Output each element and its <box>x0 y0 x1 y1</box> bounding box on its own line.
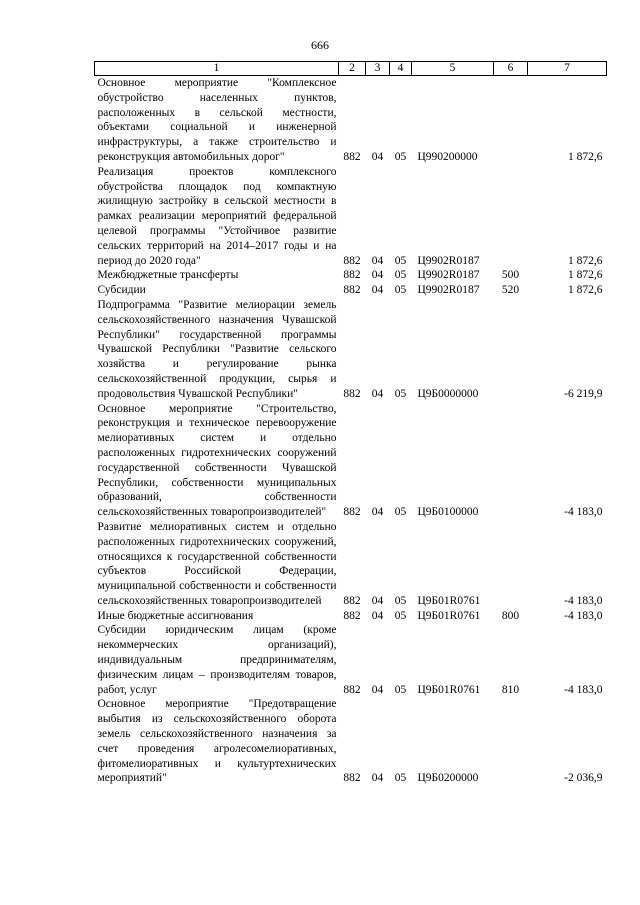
column-header-1: 1 <box>95 62 339 76</box>
ministry-code: 882 <box>343 506 361 519</box>
table-row <box>95 165 607 269</box>
target-article-code: Ц9902R0187 <box>417 254 480 267</box>
expense-type-code <box>494 165 528 269</box>
target-article-code: Ц9902R0187 <box>417 284 480 297</box>
item-name: Иные бюджетные ассигнования <box>97 609 254 622</box>
amount: 1 872,6 <box>568 150 603 163</box>
amount: -2 036,9 <box>564 772 603 785</box>
target-article-code: Ц990200000 <box>417 150 478 163</box>
section-code: 04 <box>371 772 384 785</box>
section-code: 04 <box>371 284 384 297</box>
column-header-3: 3 <box>366 62 390 76</box>
expense-type-code: 810 <box>501 683 520 696</box>
subsection-code: 05 <box>394 594 407 607</box>
ministry-code: 882 <box>343 150 361 163</box>
target-article-code: Ц9Б0100000 <box>417 506 479 519</box>
column-header-7: 7 <box>528 62 607 76</box>
expense-type-code: 500 <box>501 269 520 282</box>
target-article-code: Ц9902R0187 <box>417 269 480 282</box>
expense-type-code <box>494 402 528 520</box>
subsection-code: 05 <box>394 254 407 267</box>
item-name: Основное мероприятие "Комплексное обустройство населенных пунктов, расположенных в сельской местности, объектами социальной и инженерной инфраструктуры, а также строительство и реконструкция автомобильных дорог" <box>97 77 337 163</box>
subsection-code: 05 <box>394 683 407 696</box>
amount: -4 183,0 <box>564 506 603 519</box>
target-article-code: Ц9Б01R0761 <box>417 683 481 696</box>
section-code: 04 <box>371 594 384 607</box>
section-code: 04 <box>371 254 384 267</box>
section-code: 04 <box>371 609 384 622</box>
table-row <box>95 697 607 786</box>
subsection-code: 05 <box>394 269 407 282</box>
item-name: Субсидии юридическим лицам (кроме некоммерческих организаций), индивидуальным предпринимателям, физическим лицам – производителям товаров, работ, услуг <box>97 624 337 696</box>
amount: 1 872,6 <box>568 284 603 297</box>
column-header-6: 6 <box>494 62 528 76</box>
expense-type-code <box>494 697 528 786</box>
section-code: 04 <box>371 150 384 163</box>
ministry-code: 882 <box>343 683 361 696</box>
section-code: 04 <box>371 683 384 696</box>
expense-type-code: 520 <box>501 284 520 297</box>
table-row <box>95 520 607 609</box>
table-header <box>95 62 607 76</box>
table-body <box>95 76 607 787</box>
target-article-code: Ц9Б0000000 <box>417 387 479 400</box>
subsection-code: 05 <box>394 387 407 400</box>
amount: -4 183,0 <box>564 683 603 696</box>
column-header-5: 5 <box>412 62 494 76</box>
column-header-4: 4 <box>390 62 412 76</box>
amount: 1 872,6 <box>568 254 603 267</box>
ministry-code: 882 <box>343 284 361 297</box>
amount: -4 183,0 <box>564 594 603 607</box>
ministry-code: 882 <box>343 254 361 267</box>
expense-type-code <box>494 520 528 609</box>
amount: -4 183,0 <box>564 609 603 622</box>
amount: 1 872,6 <box>568 269 603 282</box>
subsection-code: 05 <box>394 772 407 785</box>
item-name: Субсидии <box>97 284 146 297</box>
page-number: 666 <box>311 38 329 52</box>
target-article-code: Ц9Б01R0761 <box>417 609 481 622</box>
item-name: Межбюджетные трансферты <box>97 269 239 282</box>
expense-type-code <box>494 298 528 402</box>
amount: -6 219,9 <box>564 387 603 400</box>
table-row <box>95 609 607 624</box>
item-name: Развитие мелиоративных систем и отдельно расположенных гидротехнических сооружений, относящихся к государственной собственности субъектов Российской Федерации, муниципальной собственности и собственности сельскохозяйственных товаропроизводителей <box>97 520 337 607</box>
ministry-code: 882 <box>343 772 361 785</box>
target-article-code: Ц9Б01R0761 <box>417 594 481 607</box>
expense-type-code <box>494 76 528 165</box>
subsection-code: 05 <box>394 284 407 297</box>
ministry-code: 882 <box>343 387 361 400</box>
item-name: Основное мероприятие "Строительство, реконструкция и техническое перевооружение мелиоративных систем и отдельно расположенных гидротехнических сооружений государственной собственности Чувашской Республики, собственности муниципальных образований, собственности сельскохозяйственных товаропроизводителей" <box>97 402 337 519</box>
section-code: 04 <box>371 506 384 519</box>
table-row <box>95 268 607 283</box>
subsection-code: 05 <box>394 150 407 163</box>
budget-table <box>94 61 607 786</box>
expense-type-code: 800 <box>501 609 520 622</box>
subsection-code: 05 <box>394 609 407 622</box>
section-code: 04 <box>371 387 384 400</box>
item-name: Реализация проектов комплексного обустройства площадок под компактную жилищную застройку в сельской местности в рамках реализации мероприятий федеральной целевой программы "Устойчивое развитие сельских территорий на 2014–2017 годы и на период до 2020 года" <box>97 165 337 267</box>
table-row <box>95 402 607 520</box>
ministry-code: 882 <box>343 594 361 607</box>
item-name: Подпрограмма "Развитие мелиорации земель сельскохозяйственного назначения Чувашской Республики" государственной программы Чувашской Республики "Развитие сельского хозяйства и регулирование рынка сельскохозяйственной продукции, сырья и продовольствия Чувашской Республики" <box>97 298 337 400</box>
subsection-code: 05 <box>394 506 407 519</box>
item-name: Основное мероприятие "Предотвращение выбытия из сельскохозяйственного оборота земель сельскохозяйственного назначения за счет проведения агролесомелиоративных, фитомелиоративных и культуртехнических мероприятий" <box>97 698 337 785</box>
target-article-code: Ц9Б0200000 <box>417 772 479 785</box>
table-row <box>95 623 607 697</box>
ministry-code: 882 <box>343 609 361 622</box>
table-row <box>95 76 607 165</box>
column-header-2: 2 <box>339 62 366 76</box>
ministry-code: 882 <box>343 269 361 282</box>
section-code: 04 <box>371 269 384 282</box>
table-row <box>95 283 607 298</box>
table-row <box>95 298 607 402</box>
